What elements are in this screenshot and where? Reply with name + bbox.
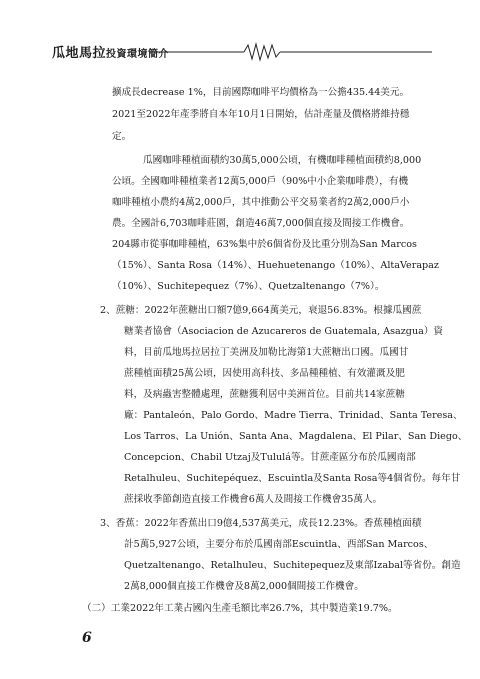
text-line: 計5萬5,927公頃，主要分布於瓜國南部Escuintla、西部San Marcos、 — [124, 539, 434, 550]
text-line: 2萬8,000個直接工作機會及8萬2,000個間接工作機會。 — [124, 581, 364, 592]
text-line: （二）工業2022年工業占國內生產毛額比率26.7%，其中製造業19.7%。 — [82, 603, 398, 614]
text-line: 瓜國咖啡種植面積約30萬5,000公頃，有機咖啡種植面積約8,000 — [143, 155, 422, 166]
text-line: 2021至2022年產季將自本年10月1日開始，估計產量及價格將維持穩 — [112, 109, 410, 120]
text-line: 農。全國計6,703咖啡莊園，創造46萬7,000個直接及間接工作機會。 — [112, 218, 410, 229]
page-number: 6 — [82, 630, 92, 646]
text-line: 料，及病蟲害整體處理，蔗糖獲利居中美洲首位。目前共14家蔗糖 — [124, 389, 405, 400]
text-line: 擴成長decrease 1%，目前國際咖啡平均價格為一公擔435.44美元。 — [112, 87, 410, 98]
text-line: 蔗採收季節創造直接工作機會6萬人及間接工作機會35萬人。 — [124, 494, 383, 505]
text-line: Quetzaltenango、Retalhuleu、Suchitepequez及東部Izabal等省份。創造 — [124, 560, 461, 571]
text-line: 蔗種植面積25萬公頃，因使用高科技、多品種種植、有效灌溉及肥 — [124, 368, 405, 379]
text-line: （15%）、Santa Rosa（14%）、Huehuetenango（10%）、AltaVerapaz — [112, 260, 439, 271]
header-title-main: 瓜地馬拉 — [52, 46, 107, 61]
text-line: 公頃。全國咖啡種植業者12萬5,000戶（90%中小企業咖啡農），有機 — [112, 176, 409, 187]
text-line: Concepcion、Chabil Utzaj及Tululá等。甘蔗產區分布於瓜國南部 — [124, 452, 416, 463]
text-line: 2、蔗糖：2022年蔗糖出口額7億9,664萬美元，衰退56.83%。根據瓜國蔗 — [100, 305, 422, 316]
text-line: 定。 — [112, 131, 132, 142]
text-line: 料，目前瓜地馬拉居拉丁美洲及加勒比海第1大蔗糖出口國。瓜國甘 — [124, 347, 409, 358]
text-line: 3、香蕉：2022年香蕉出口9億4,537萬美元，成長12.23%。香蕉種植面積 — [100, 518, 422, 529]
text-line: Retalhuleu、Suchitepéquez、Escuintla及Santa Rosa等4個省份。每年甘 — [124, 473, 461, 484]
running-header — [52, 42, 432, 64]
header-rule — [52, 42, 432, 64]
header-title-sub: 投資環境簡介 — [106, 49, 170, 60]
text-line: 咖啡種植小農約4萬2,000戶，其中推動公平交易業者約2萬2,000戶小 — [112, 197, 410, 208]
text-line: 廠：Pantaleón、Palo Gordo、Madre Tierra、Trinidad、Santa Teresa、 — [124, 410, 463, 421]
text-line: 204縣市從事咖啡種植，63%集中於6個省份及比重分別為San Marcos — [112, 239, 417, 250]
text-line: 糖業者協會（Asociacion de Azucareros de Guatemala, Asazgua）資 — [124, 326, 444, 337]
text-line: Los Tarros、La Unión、Santa Ana、Magdalena、El Pilar、San Diego、 — [124, 431, 468, 442]
text-line: （10%）、Suchitepequez（7%）、Quetzaltenango（7%）。 — [112, 281, 385, 292]
